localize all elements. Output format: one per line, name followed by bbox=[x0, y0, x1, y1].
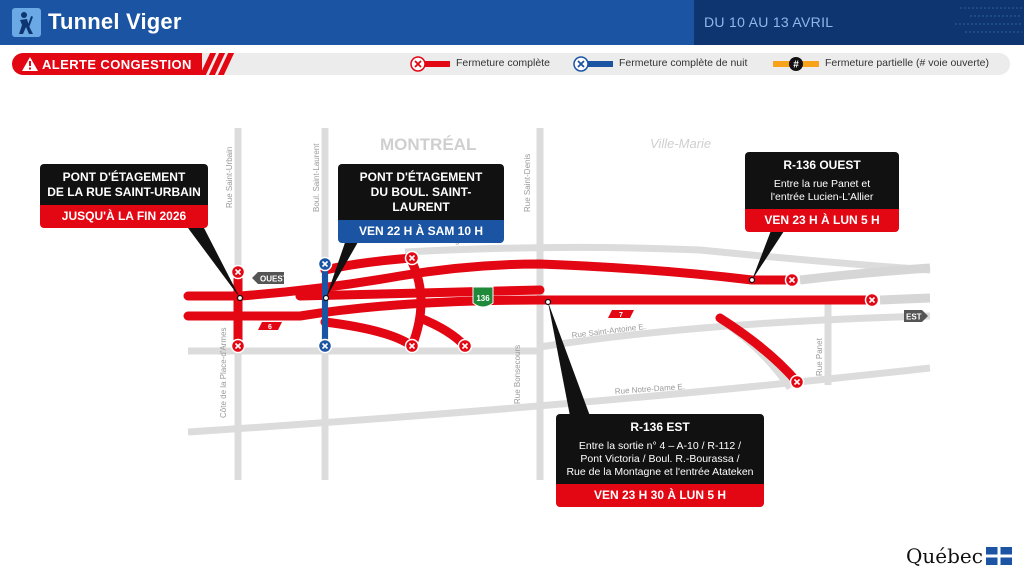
legend-label-night: Fermeture complète de nuit bbox=[619, 57, 748, 69]
callout-r136-ouest bbox=[745, 152, 899, 232]
street-label-saint-urbain: Rue Saint-Urbain bbox=[225, 146, 234, 208]
callout-title: DU BOUL. SAINT-LAURENT bbox=[370, 185, 472, 214]
callout-detail: Pont Victoria / Boul. R.-Bourassa / bbox=[580, 453, 740, 465]
street-label-saint-laurent: Boul. Saint-Laurent bbox=[312, 143, 321, 212]
route-136-shield bbox=[473, 287, 493, 307]
callout-schedule: VEN 22 H À SAM 10 H bbox=[338, 220, 504, 243]
direction-west: OUEST bbox=[260, 274, 288, 284]
callout-title: R-136 OUEST bbox=[745, 152, 899, 178]
date-range: DU 10 AU 13 AVRIL bbox=[704, 14, 834, 30]
legend-red-swatch bbox=[410, 56, 450, 72]
area-label-ville-marie: Ville-Marie bbox=[650, 136, 712, 151]
legend-orange-swatch bbox=[773, 56, 819, 72]
callout-title: R-136 EST bbox=[556, 414, 764, 440]
street-label-bonsecours: Rue Bonsecours bbox=[513, 344, 522, 404]
alert-label: ALERTE CONGESTION bbox=[42, 57, 192, 72]
street-label-place-armes: Côte de la Place-d'Armes bbox=[219, 327, 228, 418]
quebec-logo-text: Québec bbox=[906, 544, 983, 568]
street-label-saint-antoine: Rue Saint-Antoine E. bbox=[571, 321, 647, 340]
callout-title: DE LA RUE SAINT-URBAIN bbox=[47, 185, 201, 199]
map bbox=[0, 80, 1024, 500]
callout-saint-laurent bbox=[338, 164, 504, 243]
quebec-flag-icon bbox=[986, 547, 1012, 565]
legend-hash-symbol: # bbox=[793, 59, 799, 71]
callout-detail: Entre la rue Panet et bbox=[773, 178, 871, 190]
roadwork-icon bbox=[12, 8, 41, 37]
street-label-panet: Rue Panet bbox=[815, 338, 824, 376]
legend-blue-swatch bbox=[573, 56, 613, 72]
svg-text:136: 136 bbox=[476, 294, 490, 303]
callout-schedule: VEN 23 H 30 À LUN 5 H bbox=[556, 484, 764, 507]
street-label-saint-denis: Rue Saint-Denis bbox=[523, 153, 532, 212]
callout-r136-est bbox=[556, 414, 764, 507]
callout-saint-urbain bbox=[40, 164, 208, 228]
direction-east: EST bbox=[906, 312, 922, 322]
decorative-dashes bbox=[950, 4, 1024, 42]
street-label-notre-dame: Rue Notre-Dame E. bbox=[614, 382, 686, 396]
callout-detail: Rue de la Montagne et l'entrée Atateken bbox=[566, 466, 754, 478]
callout-title: PONT D'ÉTAGEMENT bbox=[62, 170, 186, 184]
legend-label-full: Fermeture complète bbox=[456, 57, 550, 69]
warning-icon bbox=[22, 57, 38, 71]
callout-detail: l'entrée Lucien-L'Allier bbox=[770, 191, 874, 203]
area-label-montreal: MONTRÉAL bbox=[380, 135, 477, 154]
callout-schedule: JUSQU'À LA FIN 2026 bbox=[40, 205, 208, 228]
legend-label-partial: Fermeture partielle (# voie ouverte) bbox=[825, 57, 989, 69]
callout-schedule: VEN 23 H À LUN 5 H bbox=[745, 209, 899, 232]
exit-number-7: 7 bbox=[619, 312, 623, 319]
callout-title: PONT D'ÉTAGEMENT bbox=[359, 170, 483, 184]
exit-number-6: 6 bbox=[268, 324, 272, 331]
callout-detail: Entre la sortie n° 4 – A-10 / R-112 / bbox=[578, 440, 742, 452]
page-title: Tunnel Viger bbox=[48, 9, 182, 34]
